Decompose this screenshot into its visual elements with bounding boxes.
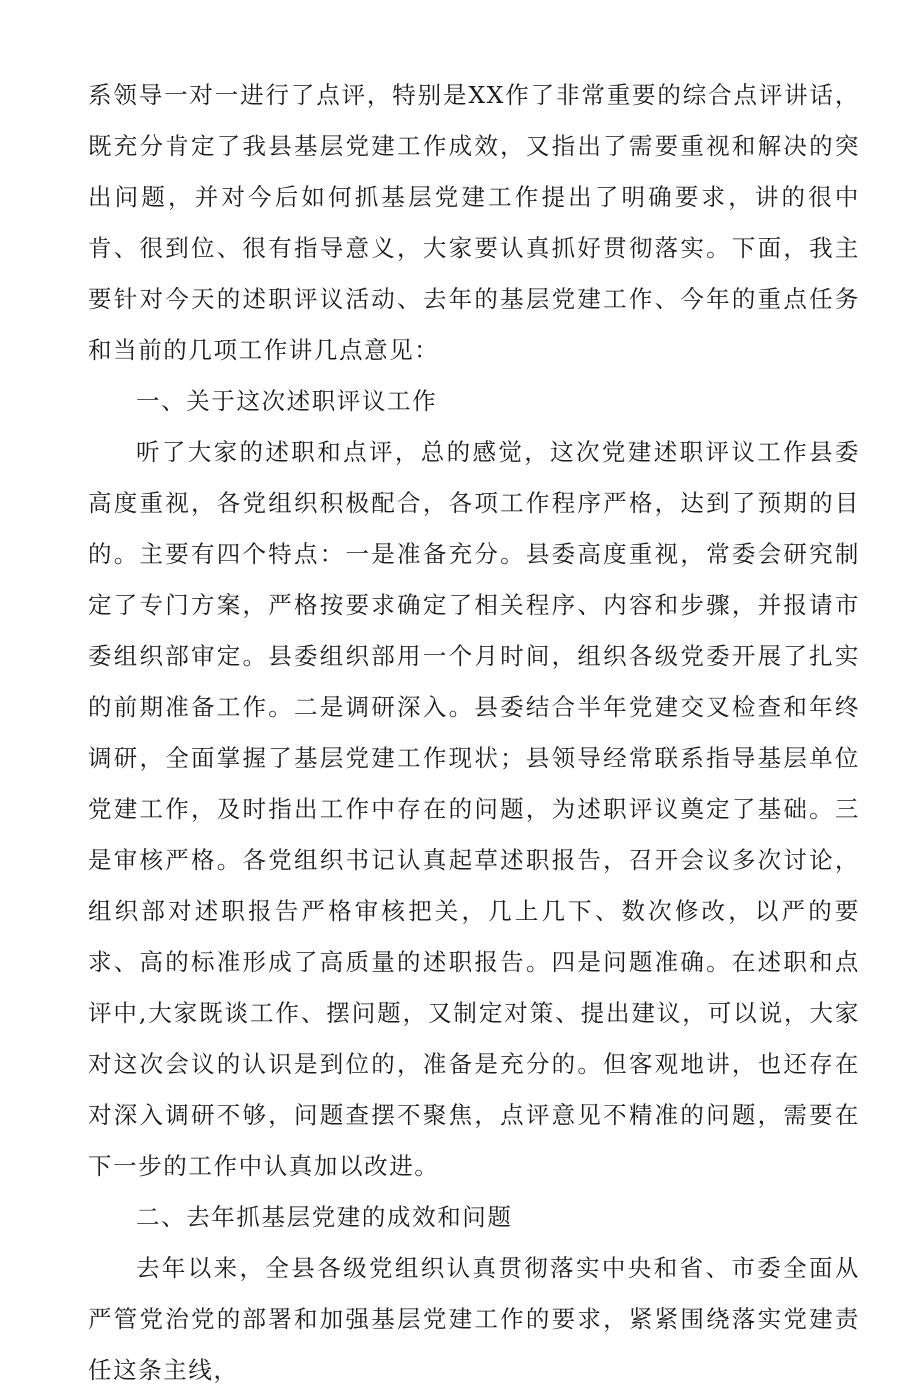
body-paragraph-1: 听了大家的述职和点评，总的感觉，这次党建述职评议工作县委高度重视，各党组织积极配合，各项工作程序严格，达到了预期的目的。主要有四个特点：一是准备充分。县委高度重视，常委会研究制定了专门方案，严格按要求确定了相关程序、内容和步骤，并报请市委组织部审定。县委组织部用一个月时间，组织各级党委开展了扎实的前期准备工作。二是调研深入。县委结合半年党建交叉检查和年终调研，全面掌握了基层党建工作现状；县领导经常联系指导基层单位党建工作，及时指出工作中存在的问题，为述职评议奠定了基础。三是审核严格。各党组织书记认真起草述职报告，召开会议多次讨论，组织部对述职报告严格审核把关，几上几下、数次修改，以严的要求、高的标准形成了高质量的述职报告。四是问题准确。在述职和点评中,大家既谈工作、摆问题，又制定对策、提出建议，可以说，大家对这次会议的认识是到位的，准备是充分的。但客观地讲，也还存在对深入调研不够，问题查摆不聚焦，点评意见不精准的问题，需要在下一步的工作中认真加以改进。 [88,438,860,1180]
body-paragraph-continued: 系领导一对一进行了点评，特别是XX作了非常重要的综合点评讲话，既充分肯定了我县基层党建工作成效，又指出了需要重视和解决的突出问题，并对今后如何抓基层党建工作提出了明确要求，讲的很中肯、很到位、很有指导意义，大家要认真抓好贯彻落实。下面，我主要针对今天的述职评议活动、去年的基层党建工作、今年的重点任务和当前的几项工作讲几点意见： [88,81,860,364]
body-paragraph-2: 去年以来，全县各级党组织认真贯彻落实中央和省、市委全面从严管党治党的部署和加强基层党建工作的要求，紧紧围绕落实党建责任这条主线， [88,1254,860,1384]
section-heading-1: 一、关于这次述职评议工作 [136,387,438,415]
section-heading-2: 二、去年抓基层党建的成效和问题 [136,1203,513,1231]
